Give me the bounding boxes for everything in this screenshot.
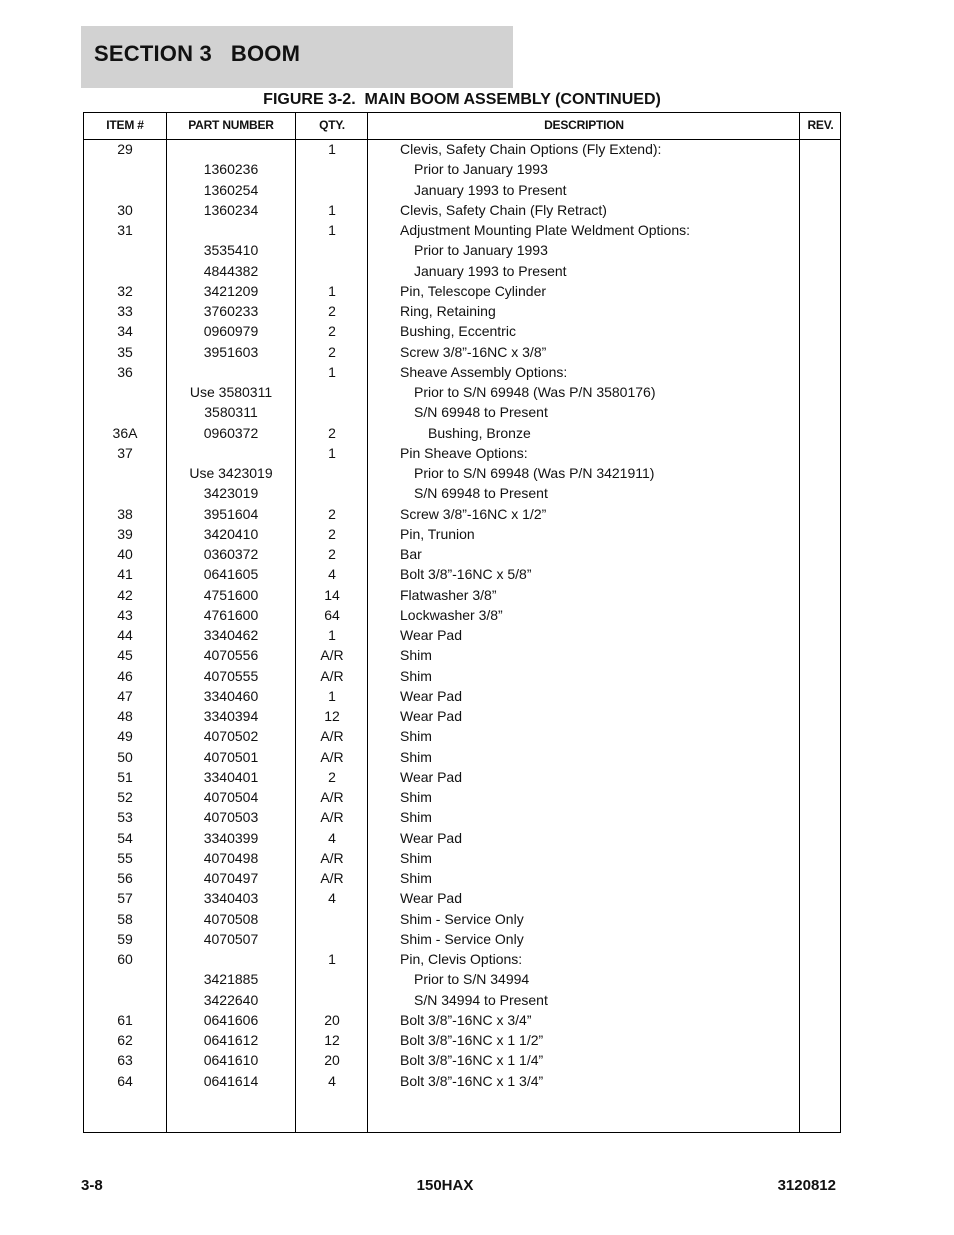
description-cell: Adjustment Mounting Plate Weldment Options:: [400, 222, 691, 238]
qty-cell: A/R: [320, 809, 344, 826]
section-title: SECTION 3 BOOM: [94, 41, 301, 66]
table-row: [84, 666, 840, 686]
description-cell: Shim: [400, 748, 432, 765]
part-number-cell: 3340401: [203, 768, 259, 785]
table-row: [84, 362, 840, 382]
qty-cell: 1: [328, 222, 336, 238]
part-number-cell: 3340394: [203, 708, 259, 724]
item-cell: 51: [117, 768, 133, 785]
table-row: [84, 544, 840, 564]
table-row: [84, 747, 840, 767]
table-row: [84, 524, 840, 544]
description-cell: Bolt 3/8”-16NC x 5/8”: [400, 566, 532, 583]
table-row: [84, 585, 840, 605]
footer-doc-number: 3120812: [777, 1177, 836, 1194]
part-number-cell: 3951604: [203, 505, 259, 522]
description-cell: Shim - Service Only: [400, 910, 524, 927]
part-number-cell: 3951603: [203, 343, 259, 360]
part-number-cell: 0960979: [203, 323, 259, 340]
description-cell: Shim: [400, 789, 432, 805]
header-rev: REV.: [807, 118, 834, 132]
description-cell: S/N 69948 to Present: [414, 485, 548, 502]
item-cell: 55: [117, 849, 133, 866]
qty-cell: 1: [328, 444, 336, 461]
table-row: [84, 200, 840, 220]
table-row: [84, 443, 840, 463]
table-row: [84, 706, 840, 726]
qty-cell: 64: [324, 606, 340, 623]
part-number-cell: 3423019: [203, 485, 259, 502]
item-cell: 38: [117, 505, 133, 522]
description-cell: Prior to January 1993: [414, 242, 548, 259]
item-cell: 36: [117, 363, 133, 380]
part-number-cell: 3535410: [203, 242, 259, 259]
item-cell: 34: [117, 323, 133, 340]
description-cell: Screw 3/8”-16NC x 1/2”: [400, 505, 547, 522]
item-cell: 39: [117, 525, 133, 542]
figure-title: FIGURE 3-2. MAIN BOOM ASSEMBLY (CONTINUED): [263, 91, 661, 108]
table-row: [84, 807, 840, 827]
part-number-cell: 4070555: [203, 667, 259, 684]
description-cell: Wear Pad: [400, 627, 462, 643]
table-row: [84, 828, 840, 848]
table-row: [84, 321, 840, 341]
item-cell: 50: [117, 748, 133, 765]
item-cell: 46: [117, 667, 133, 684]
part-number-cell: 0960372: [203, 424, 259, 441]
header-qty: QTY.: [319, 118, 345, 132]
qty-cell: A/R: [320, 870, 344, 886]
qty-cell: 2: [328, 323, 336, 340]
description-cell: Bushing, Eccentric: [400, 323, 516, 340]
description-cell: Prior to S/N 69948 (Was P/N 3421911): [414, 465, 655, 481]
item-cell: 29: [117, 141, 133, 157]
description-cell: Pin, Telescope Cylinder: [400, 282, 547, 299]
description-cell: Pin, Trunion: [400, 525, 475, 542]
description-cell: Ring, Retaining: [400, 303, 496, 319]
item-cell: 30: [117, 201, 133, 218]
description-cell: Wear Pad: [400, 708, 462, 724]
part-number-cell: 1360236: [203, 161, 259, 178]
table-row: [84, 1010, 840, 1030]
qty-cell: 20: [324, 1052, 340, 1069]
item-cell: 45: [117, 647, 133, 664]
table-row: [84, 382, 840, 402]
item-cell: 61: [117, 1011, 133, 1028]
qty-cell: 2: [328, 303, 336, 319]
table-row: [84, 220, 840, 240]
description-cell: Wear Pad: [400, 687, 462, 704]
part-number-cell: 0641605: [203, 566, 259, 583]
table-row: [84, 504, 840, 524]
part-number-cell: 4070556: [203, 647, 259, 664]
header-part-number: PART NUMBER: [188, 118, 274, 132]
part-number-cell: 4751600: [203, 586, 259, 603]
qty-cell: 2: [328, 424, 336, 441]
header-item: ITEM #: [106, 118, 144, 132]
description-cell: Prior to S/N 34994: [414, 971, 530, 988]
qty-cell: A/R: [320, 667, 344, 684]
description-cell: Pin, Clevis Options:: [400, 951, 523, 967]
description-cell: Wear Pad: [400, 829, 462, 846]
footer-model: 150HAX: [416, 1177, 474, 1194]
description-cell: Shim: [400, 849, 432, 866]
part-number-cell: 0641614: [203, 1072, 259, 1089]
part-number-cell: 3422640: [203, 991, 259, 1008]
description-cell: Bushing, Bronze: [428, 424, 531, 441]
qty-cell: A/R: [320, 849, 344, 866]
item-cell: 36A: [112, 424, 138, 441]
header-description: DESCRIPTION: [544, 118, 624, 132]
description-cell: Shim: [400, 809, 432, 826]
description-cell: Prior to January 1993: [414, 161, 548, 178]
qty-cell: 4: [328, 829, 336, 846]
item-cell: 56: [117, 870, 133, 886]
description-cell: Lockwasher 3/8”: [400, 606, 503, 623]
description-cell: Wear Pad: [400, 890, 462, 907]
description-cell: S/N 34994 to Present: [414, 991, 548, 1008]
table-row: [84, 726, 840, 746]
part-number-cell: Use 3580311: [189, 384, 273, 400]
part-number-cell: 0641612: [203, 1032, 259, 1048]
footer-page-number: 3-8: [81, 1177, 103, 1194]
description-cell: Screw 3/8”-16NC x 3/8”: [400, 343, 547, 360]
item-cell: 48: [117, 708, 133, 724]
table-row: [84, 848, 840, 868]
table-row: [84, 929, 840, 949]
description-cell: Sheave Assembly Options:: [400, 363, 568, 380]
description-cell: January 1993 to Present: [414, 181, 567, 198]
item-cell: 42: [117, 586, 133, 603]
section-banner: [81, 26, 513, 88]
table-row: [84, 625, 840, 645]
item-cell: 54: [117, 829, 133, 846]
item-cell: 32: [117, 282, 133, 299]
item-cell: 60: [117, 951, 133, 967]
part-number-cell: 3420410: [203, 525, 259, 542]
description-cell: Shim - Service Only: [400, 930, 524, 947]
description-cell: January 1993 to Present: [414, 262, 567, 279]
description-cell: Bar: [400, 546, 422, 562]
part-number-cell: 3760233: [203, 303, 259, 319]
item-cell: 59: [117, 930, 133, 947]
parts-table: [83, 112, 841, 1133]
item-cell: 35: [117, 343, 133, 360]
table-row: [84, 686, 840, 706]
qty-cell: 1: [328, 282, 336, 299]
qty-cell: 1: [328, 951, 336, 967]
qty-cell: 1: [328, 363, 336, 380]
table-row: [84, 180, 840, 200]
qty-cell: 4: [328, 566, 336, 583]
item-cell: 53: [117, 809, 133, 826]
part-number-cell: 4070502: [203, 728, 259, 745]
qty-cell: 14: [324, 586, 340, 603]
part-number-cell: 3340460: [203, 687, 259, 704]
part-number-cell: 1360234: [203, 201, 259, 218]
qty-cell: 2: [328, 525, 336, 542]
part-number-cell: 3340403: [203, 890, 259, 907]
table-row: [84, 281, 840, 301]
description-cell: Shim: [400, 667, 432, 684]
table-row: [84, 1050, 840, 1070]
part-number-cell: 1360254: [203, 181, 259, 198]
description-cell: Bolt 3/8”-16NC x 1 1/2”: [400, 1032, 544, 1048]
table-row: [84, 342, 840, 362]
part-number-cell: 4070508: [203, 910, 259, 927]
part-number-cell: 4070507: [203, 930, 259, 947]
table-row: [84, 645, 840, 665]
qty-cell: 2: [328, 505, 336, 522]
part-number-cell: 3421885: [203, 971, 259, 988]
table-row: [84, 909, 840, 929]
qty-cell: A/R: [320, 728, 344, 745]
part-number-cell: 0641610: [203, 1052, 259, 1069]
table-row: [84, 564, 840, 584]
qty-cell: 20: [324, 1011, 340, 1028]
description-cell: Clevis, Safety Chain (Fly Retract): [400, 201, 607, 218]
description-cell: S/N 69948 to Present: [414, 404, 548, 421]
table-row: [84, 888, 840, 908]
part-number-cell: 3421209: [203, 282, 259, 299]
table-row: [84, 868, 840, 888]
table-row: [84, 139, 840, 159]
description-cell: Shim: [400, 728, 432, 745]
description-cell: Bolt 3/8”-16NC x 1 3/4”: [400, 1072, 544, 1089]
item-cell: 63: [117, 1052, 133, 1069]
qty-cell: 12: [324, 708, 340, 724]
qty-cell: 1: [328, 141, 336, 157]
table-row: [84, 990, 840, 1010]
description-cell: Bolt 3/8”-16NC x 1 1/4”: [400, 1052, 544, 1069]
part-number-cell: 4070498: [203, 849, 259, 866]
qty-cell: 4: [328, 1072, 336, 1089]
description-cell: Shim: [400, 647, 432, 664]
item-cell: 64: [117, 1072, 133, 1089]
table-row: [84, 1030, 840, 1050]
description-cell: Wear Pad: [400, 768, 462, 785]
table-row: [84, 159, 840, 179]
part-number-cell: 4070501: [203, 748, 259, 765]
table-row: [84, 605, 840, 625]
item-cell: 52: [117, 789, 133, 805]
part-number-cell: 3340462: [203, 627, 259, 643]
qty-cell: 4: [328, 890, 336, 907]
qty-cell: 2: [328, 768, 336, 785]
qty-cell: 2: [328, 546, 336, 562]
qty-cell: 1: [328, 627, 336, 643]
part-number-cell: 4844382: [203, 262, 259, 279]
description-cell: Pin Sheave Options:: [400, 444, 528, 461]
item-cell: 33: [117, 303, 133, 319]
qty-cell: A/R: [320, 789, 344, 805]
description-cell: Shim: [400, 870, 432, 886]
description-cell: Prior to S/N 69948 (Was P/N 3580176): [414, 384, 656, 400]
qty-cell: 2: [328, 343, 336, 360]
description-cell: Flatwasher 3/8”: [400, 586, 497, 603]
table-row: [84, 402, 840, 422]
table-row: [84, 261, 840, 281]
item-cell: 43: [117, 606, 133, 623]
table-row: [84, 240, 840, 260]
item-cell: 62: [117, 1032, 133, 1048]
qty-cell: 1: [328, 687, 336, 704]
item-cell: 37: [117, 444, 133, 461]
part-number-cell: 4070503: [203, 809, 259, 826]
part-number-cell: 0641606: [203, 1011, 259, 1028]
item-cell: 57: [117, 890, 133, 907]
table-row: [84, 483, 840, 503]
table-row: [84, 787, 840, 807]
part-number-cell: 3340399: [203, 829, 259, 846]
table-row: [84, 969, 840, 989]
table-row: [84, 949, 840, 969]
item-cell: 41: [117, 566, 133, 583]
part-number-cell: 4070504: [203, 789, 259, 805]
part-number-cell: 3580311: [204, 404, 258, 421]
item-cell: 49: [117, 728, 133, 745]
qty-cell: A/R: [320, 647, 344, 664]
description-cell: Bolt 3/8”-16NC x 3/4”: [400, 1011, 532, 1028]
table-row: [84, 767, 840, 787]
description-cell: Clevis, Safety Chain Options (Fly Extend):: [400, 141, 662, 157]
item-cell: 58: [117, 910, 133, 927]
qty-cell: 12: [324, 1032, 340, 1048]
qty-cell: A/R: [320, 748, 344, 765]
table-row: [84, 423, 840, 443]
part-number-cell: Use 3423019: [189, 465, 273, 481]
item-cell: 47: [117, 687, 133, 704]
table-row: [84, 463, 840, 483]
item-cell: 31: [117, 222, 133, 238]
table-row: [84, 301, 840, 321]
item-cell: 44: [117, 627, 133, 643]
qty-cell: 1: [328, 201, 336, 218]
part-number-cell: 0360372: [203, 546, 259, 562]
part-number-cell: 4070497: [203, 870, 259, 886]
item-cell: 40: [117, 546, 133, 562]
part-number-cell: 4761600: [203, 606, 259, 623]
table-row: [84, 1071, 840, 1091]
